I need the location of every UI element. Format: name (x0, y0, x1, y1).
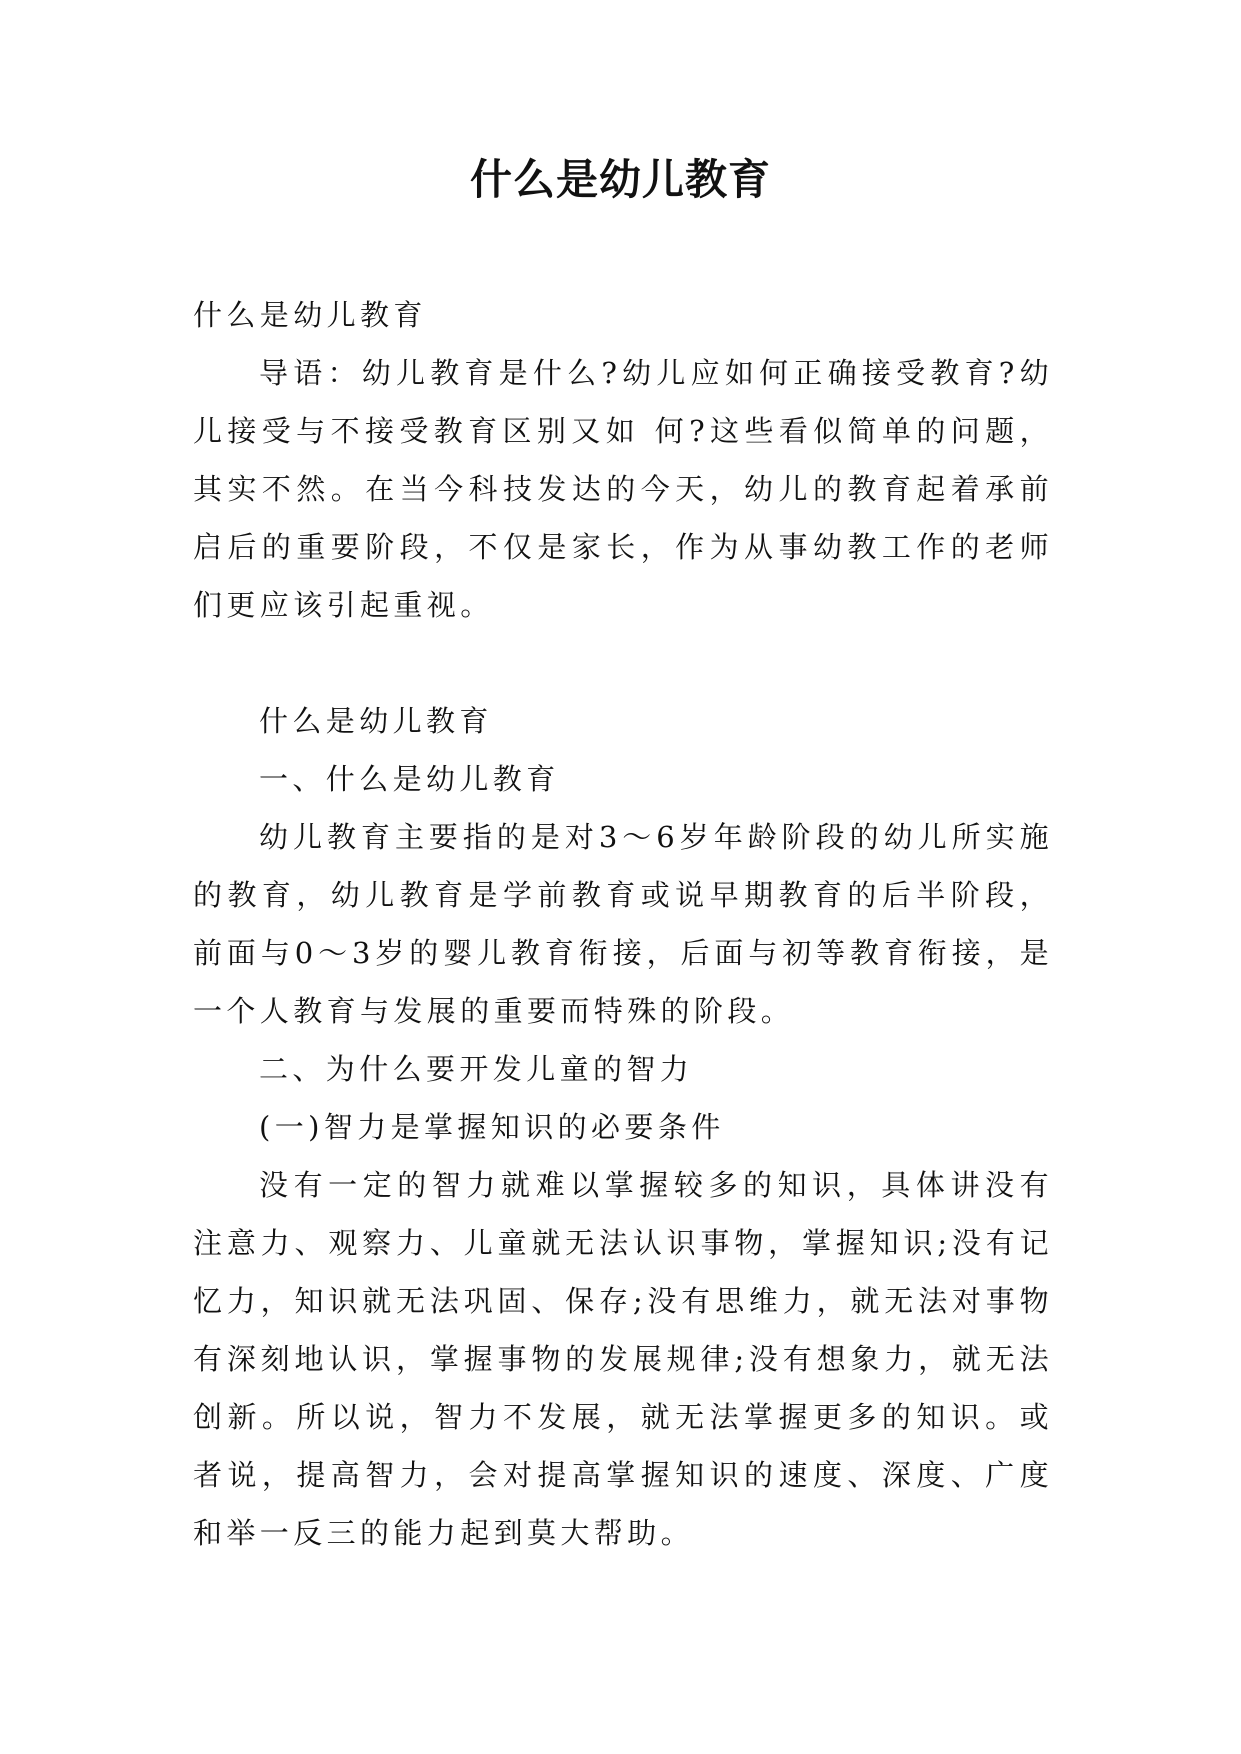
document-body (193, 286, 1053, 1562)
subheading: (一)智力是掌握知识的必要条件 (259, 1110, 725, 1144)
subheading: 一、什么是幼儿教育 (259, 762, 560, 796)
body-paragraph: 幼儿教育主要指的是对3～6岁年龄阶段的幼儿所实施的教育，幼儿教育是学前教育或说早期教育的后半阶段，前面与0～3岁的婴儿教育衔接，后面与初等教育衔接，是一个人教育与发展的重要而特殊的阶段。 (193, 820, 1053, 1028)
subheading: 二、为什么要开发儿童的智力 (259, 1052, 694, 1086)
intro-paragraph: 导语：幼儿教育是什么?幼儿应如何正确接受教育?幼儿接受与不接受教育区别又如 何?这些看似简单的问题，其实不然。在当今科技发达的今天，幼儿的教育起着承前启后的重要阶段，不仅是家长，作为从事幼教工作的老师们更应该引起重视。 (193, 356, 1053, 622)
document-title: 什么是幼儿教育 (469, 155, 771, 204)
body-paragraph: 没有一定的智力就难以掌握较多的知识，具体讲没有注意力、观察力、儿童就无法认识事物，掌握知识;没有记忆力，知识就无法巩固、保存;没有思维力，就无法对事物有深刻地认识，掌握事物的发展规律;没有想象力，就无法创新。所以说，智力不发展，就无法掌握更多的知识。或者说，提高智力，会对提高掌握知识的速度、深度、广度和举一反三的能力起到莫大帮助。 (193, 1168, 1053, 1550)
section-heading: 什么是幼儿教育 (193, 298, 427, 332)
section-heading: 什么是幼儿教育 (259, 704, 493, 738)
